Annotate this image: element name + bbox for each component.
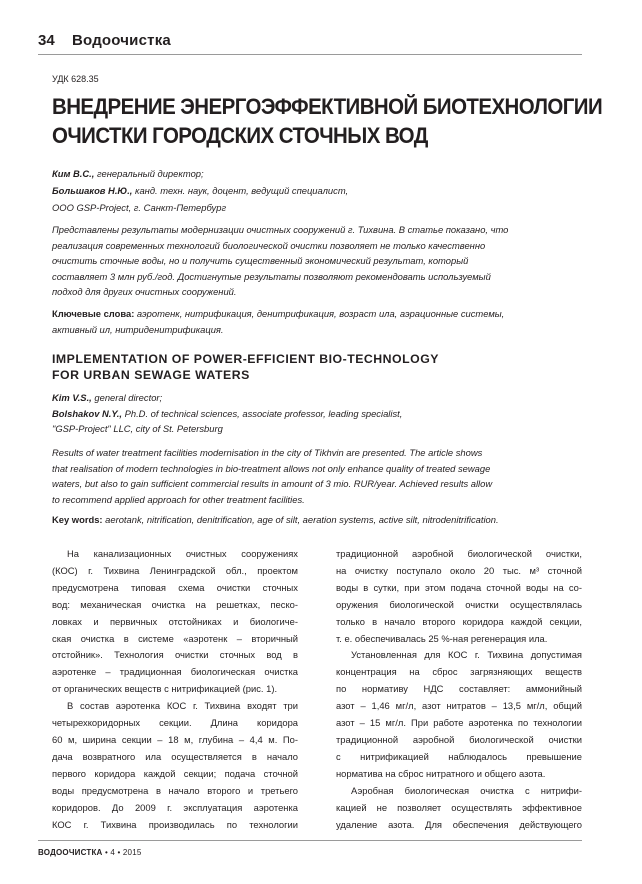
abstract-line: составляет 3 млн руб./год. Достигнутые результаты позволяют рекомендовать используемый — [52, 270, 491, 282]
authors-ru — [52, 165, 588, 216]
author-affiliation: ООО GSP-Project, г. Санкт-Петербург — [52, 202, 227, 213]
page-number: 34 — [38, 32, 55, 49]
author-name: Большаков Н.Ю., — [52, 185, 133, 196]
body-line: азот – 1,46 мг/л, азот нитратов – 13,5 мг/л, общий — [336, 700, 582, 712]
author-line — [52, 182, 588, 199]
body-line: норматива на сброс нитратного и общего азота. — [336, 767, 546, 779]
body-line: ловках и первичных отстойниках и биологиче- — [52, 615, 298, 627]
body-line: аэротенке – традиционная биологическая очистка — [52, 666, 298, 678]
body-line: первого коридора каждой секции; подача сточной — [52, 767, 298, 779]
body-line: Аэробная биологическая очистка с нитрифи- — [351, 784, 582, 796]
title-line: IMPLEMENTATION OF POWER-EFFICIENT BIO-TECHNOLOGY — [52, 352, 439, 366]
body-line: традиционной аэробной биологической очистки — [336, 733, 582, 745]
keywords-line — [52, 512, 584, 528]
body-line: только в начало второго коридора каждой секции, — [336, 615, 582, 627]
author-title: general director; — [91, 392, 163, 403]
keywords-label: Ключевые слова: — [52, 308, 135, 319]
keywords-text: активный ил, нитриденитрификация. — [52, 323, 224, 335]
body-line: Установленная для КОС г. Тихвина допустимая — [351, 649, 582, 661]
body-line: четырехкоридорных секции. Длина коридора — [52, 717, 298, 729]
footer-rule — [38, 840, 582, 841]
keywords-line — [52, 306, 584, 322]
body-line: т. е. обеспечивалась 25 %-ная регенерация ила. — [336, 632, 548, 644]
page-footer — [38, 848, 142, 857]
body-line: воды предусмотрена в начало второго и третьего — [52, 784, 298, 796]
body-line: удаление азота. Для обеспечения действующего — [336, 818, 582, 830]
body-line: дача возвратного ила осуществляется в начало — [52, 750, 298, 762]
body-line: ская очистка в системе «аэротенк – вторичный — [52, 632, 298, 644]
body-line: В состав аэротенка КОС г. Тихвина входят три — [67, 700, 298, 712]
body-line: коридоров. До 2009 г. эксплуатация аэротенка — [52, 801, 298, 813]
body-column-left — [52, 546, 298, 833]
author-name: Kim V.S., — [52, 392, 92, 403]
author-title: Ph.D. of technical sciences, associate professor, leading specialist, — [122, 407, 403, 419]
abstract-line: очистить сточные воды, но и получить существенный экономический результат, который — [52, 255, 469, 266]
body-line: азот – 15 мг/л. При работе аэротенка по технологии — [336, 717, 582, 729]
journal-name: Водоочистка — [72, 32, 171, 49]
abstract-line: реализация современных технологий биологической очистки позволяет не только качественно — [52, 239, 486, 251]
keywords-ru — [52, 306, 584, 337]
keywords-text: aerotank, nitrification, denitrification, age of silt, aeration systems, active silt, nitrodenitrification. — [102, 514, 499, 525]
author-affiliation: "GSP-Project" LLC, city of St. Petersburg — [52, 423, 223, 434]
article-title-en — [52, 351, 439, 383]
body-line: на очистку поступало около 20 тыс. м³ сточной — [336, 564, 582, 576]
abstract-line: Results of water treatment facilities modernisation in the city of Tikhvin are presented. The article shows — [52, 447, 483, 458]
body-line: На канализационных очистных сооружениях — [67, 548, 298, 559]
title-line: ОЧИСТКИ ГОРОДСКИХ СТОЧНЫХ ВОД — [52, 123, 428, 148]
body-line: отстойник». Технология очистки сточных вод в — [52, 649, 298, 661]
abstract-line: waters, but also to gain sufficient commercial results in amount of 3 mio. RUR/year. Achieved results allow — [52, 478, 493, 489]
title-line: FOR URBAN SEWAGE WATERS — [52, 368, 250, 382]
article-title-ru — [52, 92, 603, 150]
author-title: канд. техн. наук, доцент, ведущий специалист, — [132, 185, 349, 196]
body-line: 60 м, ширина секции – 18 м, глубина – 4,4 м. По- — [52, 733, 298, 745]
header-rule — [38, 54, 582, 55]
abstract-en — [52, 445, 584, 507]
keywords-text: аэротенк, нитрификация, денитрификация, возраст ила, аэрационные системы, — [134, 308, 505, 319]
abstract-line: to recommend applied approach for other treatment facilities. — [52, 493, 305, 505]
body-line: кацией не позволяет осуществлять эффективное — [336, 801, 582, 813]
author-name: Bolshakov N.Y., — [52, 407, 122, 419]
body-line: по нормативу НДС составляет: аммонийный — [336, 683, 582, 695]
author-name: Ким В.С., — [52, 168, 95, 179]
body-line: вод: механическая очистка на решетках, песко- — [52, 598, 298, 610]
abstract-line: Представлены результаты модернизации очистных сооружений г. Тихвина. В статье показано, что — [52, 224, 509, 235]
footer-journal: ВОДООЧИСТКА — [38, 848, 103, 857]
body-line: от органических веществ с нитрификацией (рис. 1). — [52, 683, 278, 695]
abstract-ru — [52, 222, 584, 300]
udk-code: УДК 628.35 — [52, 74, 99, 84]
abstract-line: that realisation of modern technologies in bio-treatment allows not only enhance quality of treated sewage — [52, 462, 491, 474]
author-line — [52, 406, 588, 422]
footer-issue: • 4 • 2015 — [104, 848, 142, 857]
authors-en — [52, 390, 588, 437]
author-title: генеральный директор; — [94, 168, 204, 179]
keywords-label: Key words: — [52, 514, 103, 525]
author-line — [52, 165, 588, 182]
title-line: ВНЕДРЕНИЕ ЭНЕРГОЭФФЕКТИВНОЙ БИОТЕХНОЛОГИИ — [52, 94, 603, 119]
page-header — [38, 32, 582, 58]
abstract-line: подход для других очистных сооружений. — [52, 286, 237, 297]
body-line: оружения биологической очистки осуществлялась — [336, 598, 582, 610]
body-line: концентрация на сброс загрязняющих веществ — [336, 666, 582, 678]
body-column-right — [336, 546, 582, 833]
body-line: воды в сутки, при этом подача сточной воды на со- — [336, 581, 582, 593]
body-line: (КОС) г. Тихвина Ленинградской обл., проектом — [52, 564, 298, 576]
body-line: с нитрификацией наблюдалось превышение — [336, 750, 582, 762]
body-line: предусмотрена типовая схема очистки сточных — [52, 581, 298, 593]
body-line: традиционной аэробной биологической очистки, — [336, 548, 582, 559]
keywords-en — [52, 512, 584, 528]
body-line: КОС г. Тихвина производилась по технологии — [52, 818, 298, 830]
author-line — [52, 390, 588, 406]
